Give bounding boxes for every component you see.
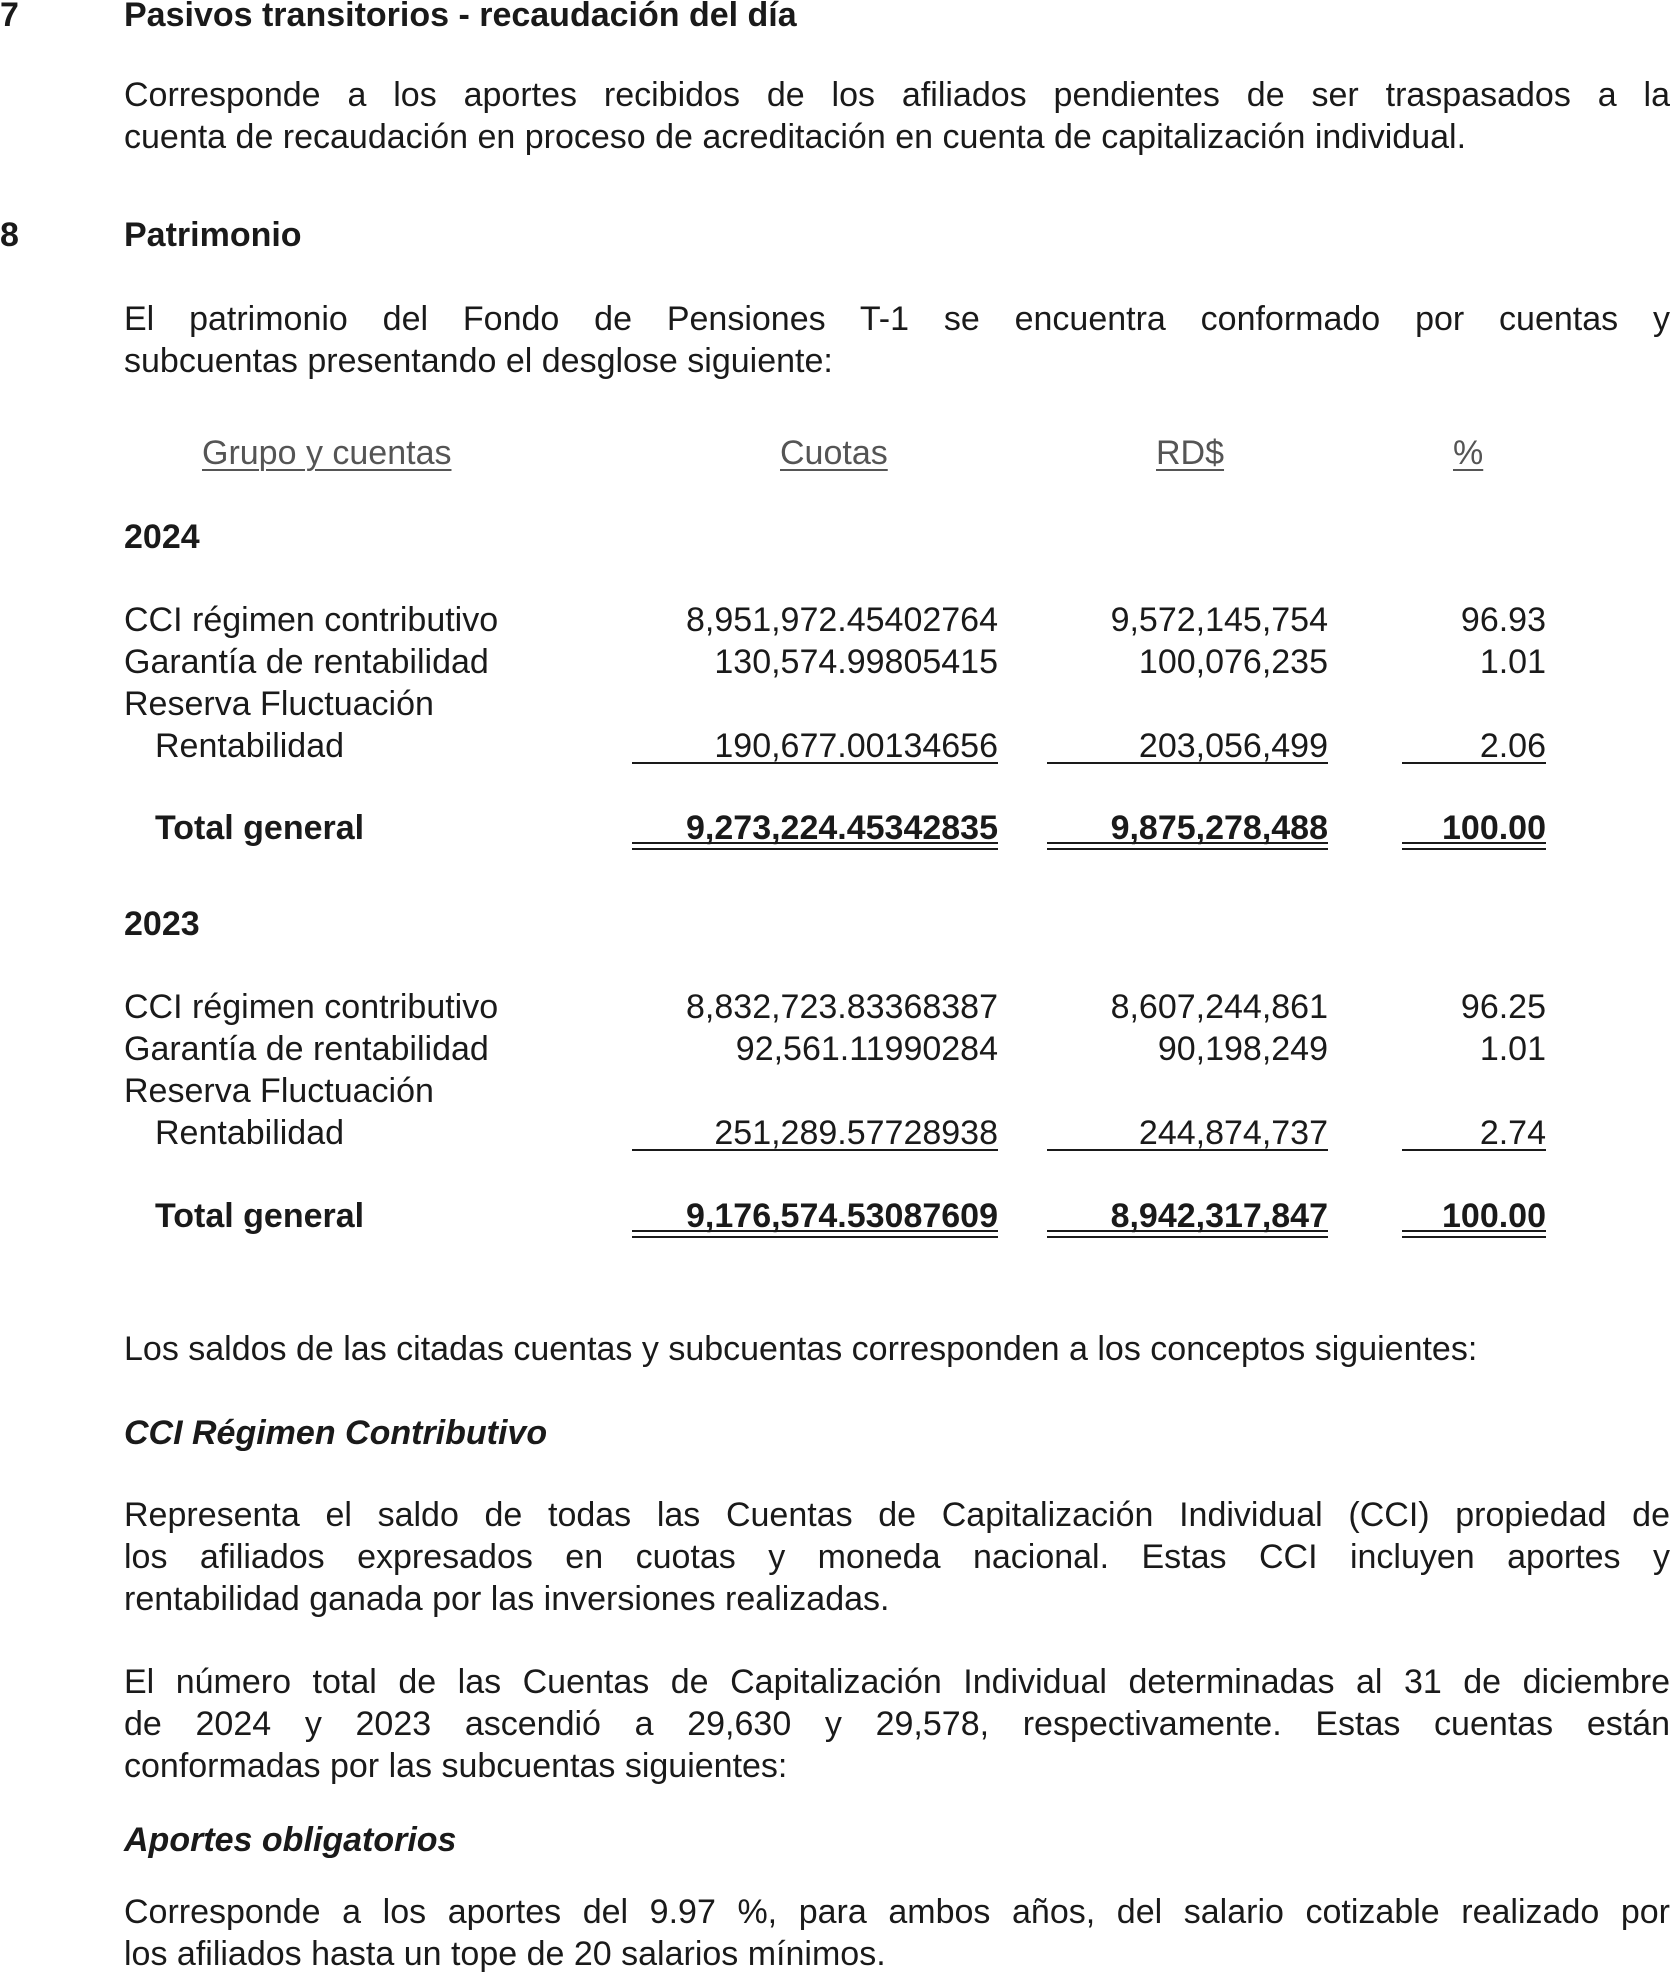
row-label: Garantía de rentabilidad bbox=[124, 643, 489, 681]
section-8-title: Patrimonio bbox=[124, 216, 302, 254]
row-rd: 100,076,235 bbox=[1138, 643, 1328, 681]
row-cuotas: 190,677.00134656 bbox=[714, 727, 998, 765]
total-double-rule bbox=[1402, 842, 1546, 850]
year-2023-label: 2023 bbox=[124, 905, 200, 943]
cci-p2-line2: de 2024 y 2023 ascendió a 29,630 y 29,578, respectivamente. Estas cuentas están bbox=[124, 1705, 1670, 1743]
row-label: CCI régimen contributivo bbox=[124, 601, 499, 639]
cci-heading: CCI Régimen Contributivo bbox=[124, 1414, 548, 1452]
section-7-paragraph-line1: Corresponde a los aportes recibidos de los afiliados pendientes de ser traspasados a la bbox=[124, 76, 1670, 114]
total-pct: 100.00 bbox=[1442, 809, 1546, 847]
row-label: Garantía de rentabilidad bbox=[124, 1030, 489, 1068]
total-pct: 100.00 bbox=[1442, 1197, 1546, 1235]
aportes-p-line1: Corresponde a los aportes del 9.97 %, para ambos años, del salario cotizable realizado por bbox=[124, 1893, 1670, 1931]
cci-p1-line3: rentabilidad ganada por las inversiones realizadas. bbox=[124, 1580, 890, 1618]
total-double-rule bbox=[1047, 1230, 1328, 1238]
section-8-intro-line1: El patrimonio del Fondo de Pensiones T-1 se encuentra conformado por cuentas y bbox=[124, 300, 1670, 338]
row-pct: 96.25 bbox=[1460, 988, 1546, 1026]
row-label: Rentabilidad bbox=[155, 727, 345, 765]
row-label-line1: Reserva Fluctuación bbox=[124, 685, 434, 723]
total-label: Total general bbox=[155, 1197, 365, 1235]
section-7-number: 7 bbox=[0, 0, 19, 34]
subtotal-rule bbox=[632, 762, 998, 764]
row-rd: 9,572,145,754 bbox=[1110, 601, 1328, 639]
row-cuotas: 8,832,723.83368387 bbox=[686, 988, 998, 1026]
total-rd: 8,942,317,847 bbox=[1110, 1197, 1328, 1235]
header-grupo-y-cuentas: Grupo y cuentas bbox=[202, 434, 452, 472]
header-cuotas: Cuotas bbox=[780, 434, 888, 472]
section-8-intro-line2: subcuentas presentando el desglose siguiente: bbox=[124, 342, 833, 380]
row-cuotas: 251,289.57728938 bbox=[714, 1114, 998, 1152]
row-cuotas: 8,951,972.45402764 bbox=[686, 601, 998, 639]
total-double-rule bbox=[1047, 842, 1328, 850]
cci-p2-line3: conformadas por las subcuentas siguientes: bbox=[124, 1747, 788, 1785]
row-cuotas: 92,561.11990284 bbox=[735, 1030, 998, 1068]
total-rd: 9,875,278,488 bbox=[1110, 809, 1328, 847]
row-pct: 1.01 bbox=[1479, 643, 1546, 681]
section-7-paragraph-line2: cuenta de recaudación en proceso de acreditación en cuenta de capitalización individual. bbox=[124, 118, 1467, 156]
row-rd: 90,198,249 bbox=[1157, 1030, 1328, 1068]
section-7-title: Pasivos transitorios - recaudación del día bbox=[124, 0, 797, 34]
row-rd: 203,056,499 bbox=[1138, 727, 1328, 765]
row-pct: 96.93 bbox=[1460, 601, 1546, 639]
cci-p2-line1: El número total de las Cuentas de Capitalización Individual determinadas al 31 de diciembre bbox=[124, 1663, 1670, 1701]
header-pct: % bbox=[1453, 434, 1484, 472]
row-pct: 2.06 bbox=[1479, 727, 1546, 765]
aportes-p-line2: los afiliados hasta un tope de 20 salarios mínimos. bbox=[124, 1935, 886, 1973]
subtotal-rule bbox=[632, 1149, 998, 1151]
total-cuotas: 9,176,574.53087609 bbox=[686, 1197, 998, 1235]
row-label: Rentabilidad bbox=[155, 1114, 345, 1152]
cci-p1-line2: los afiliados expresados en cuotas y moneda nacional. Estas CCI incluyen aportes y bbox=[124, 1538, 1670, 1576]
subtotal-rule bbox=[1047, 1149, 1328, 1151]
cci-p1-line1: Representa el saldo de todas las Cuentas de Capitalización Individual (CCI) propiedad de bbox=[124, 1496, 1670, 1534]
row-cuotas: 130,574.99805415 bbox=[714, 643, 998, 681]
row-pct: 2.74 bbox=[1479, 1114, 1546, 1152]
row-rd: 8,607,244,861 bbox=[1110, 988, 1328, 1026]
row-label: CCI régimen contributivo bbox=[124, 988, 499, 1026]
total-double-rule bbox=[1402, 1230, 1546, 1238]
row-label-line1: Reserva Fluctuación bbox=[124, 1072, 434, 1110]
header-rd: RD$ bbox=[1156, 434, 1225, 472]
subtotal-rule bbox=[1402, 1149, 1546, 1151]
concepts-intro: Los saldos de las citadas cuentas y subcuentas corresponden a los conceptos siguientes: bbox=[124, 1330, 1478, 1368]
row-rd: 244,874,737 bbox=[1138, 1114, 1328, 1152]
total-double-rule bbox=[632, 842, 998, 850]
subtotal-rule bbox=[1047, 762, 1328, 764]
total-label: Total general bbox=[155, 809, 365, 847]
total-double-rule bbox=[632, 1230, 998, 1238]
section-8-number: 8 bbox=[0, 216, 19, 254]
aportes-heading: Aportes obligatorios bbox=[124, 1821, 457, 1859]
row-pct: 1.01 bbox=[1479, 1030, 1546, 1068]
total-cuotas: 9,273,224.45342835 bbox=[686, 809, 998, 847]
subtotal-rule bbox=[1402, 762, 1546, 764]
year-2024-label: 2024 bbox=[124, 518, 200, 556]
